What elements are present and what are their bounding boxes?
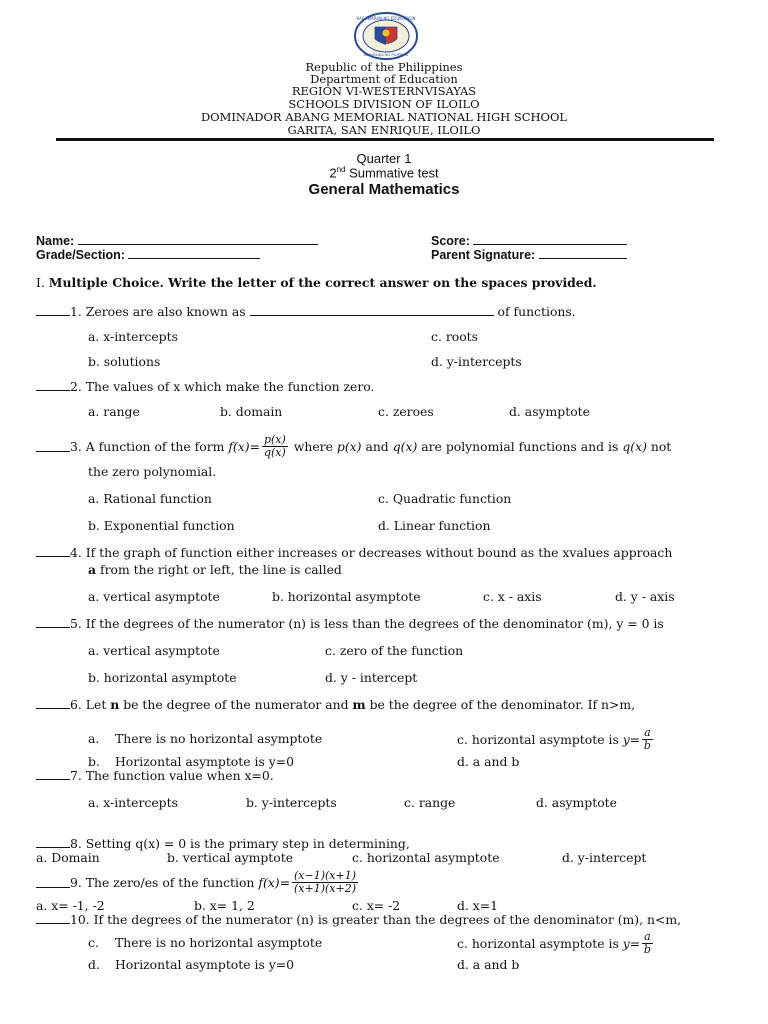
q8-option-c[interactable]: c. horizontal asymptote — [352, 850, 500, 865]
question-8: 8. Setting q(x) = 0 is the primary step in determining, — [36, 836, 410, 851]
q2-option-b[interactable]: b. domain — [220, 404, 283, 419]
q2-option-d[interactable]: d. asymptote — [509, 404, 590, 419]
question-5: 5. If the degrees of the numerator (n) is less than the degrees of the denominator (m), y = 0 is — [36, 616, 664, 631]
q1-option-a[interactable]: a. x-intercepts — [88, 329, 178, 344]
q3-line-2: the zero polynomial. — [88, 464, 217, 479]
header-line-4: SCHOOLS DIVISION OF ILOILO — [288, 97, 480, 111]
q6-option-b[interactable]: b. — [88, 754, 100, 769]
header-line-1: Republic of the Philippines — [305, 60, 463, 74]
q7-option-d[interactable]: d. asymptote — [536, 795, 617, 810]
q9-fraction: $\frac{(x-1)(x+1)}{(x+1)(x+2)}$ — [294, 868, 357, 895]
q5-option-c[interactable]: c. zero of the function — [325, 643, 464, 658]
question-2: 2. The values of x which make the function zero. — [36, 379, 374, 394]
question-6: 6. Let n be the degree of the numerator and m be the degree of the denominator. If n>m, — [36, 697, 635, 712]
header-line-5: DOMINADOR ABANG MEMORIAL NATIONAL HIGH SCHOOL — [200, 110, 568, 124]
q3-option-c[interactable]: c. Quadratic function — [378, 491, 512, 506]
parent-signature-field[interactable]: Parent Signature: — [431, 247, 627, 262]
q7-option-a[interactable]: a. x-intercepts — [88, 795, 178, 810]
instructions: I. Multiple Choice. Write the letter of the correct answer on the spaces provided. — [36, 275, 597, 290]
header-line-2: Department of Education — [310, 72, 458, 86]
question-3: 3. A function of the form f(x)= $\frac{p(x)}{q(x)}$ where p(x) and q(x) are polynomial functions and is q(x) not — [36, 429, 671, 463]
q9-option-b[interactable]: b. x= 1, 2 — [194, 898, 255, 913]
header-line-6: GARITA, SAN ENRIQUE, ILOILO — [287, 123, 481, 137]
deped-seal — [353, 12, 419, 60]
q10-option-d-text: Horizontal asymptote is y=0 — [115, 957, 295, 972]
question-7: 7. The function value when x=0. — [36, 768, 274, 783]
q4-option-a[interactable]: a. vertical asymptote — [88, 589, 220, 604]
quarter-label: Quarter 1 — [356, 151, 412, 166]
q7-option-b[interactable]: b. y-intercepts — [246, 795, 337, 810]
question-4: 4. If the graph of function either increases or decreases without bound as the xvalues approach — [36, 545, 672, 560]
q3-option-a[interactable]: a. Rational function — [88, 491, 212, 506]
q6-option-d[interactable]: d. a and b — [457, 754, 520, 769]
q2-option-a[interactable]: a. range — [88, 404, 140, 419]
q10-option-c-text: There is no horizontal asymptote — [115, 935, 323, 950]
q4-option-b[interactable]: b. horizontal asymptote — [272, 589, 421, 604]
q6-option-a-text: There is no horizontal asymptote — [115, 731, 323, 746]
q10-option-c[interactable]: c. — [88, 935, 99, 950]
q4-option-d[interactable]: d. y - axis — [615, 589, 675, 604]
q5-option-b[interactable]: b. horizontal asymptote — [88, 670, 237, 685]
score-field[interactable]: Score: — [431, 233, 627, 248]
q1-option-d[interactable]: d. y-intercepts — [431, 354, 522, 369]
test-label: 2nd Summative test — [329, 165, 439, 181]
q5-option-d[interactable]: d. y - intercept — [325, 670, 418, 685]
seal-text-top: KAGAWARAN NG EDUKASYON — [356, 16, 416, 21]
q7-option-c[interactable]: c. range — [404, 795, 456, 810]
name-field[interactable]: Name: — [36, 233, 318, 248]
q6-option-c[interactable]: c. horizontal asymptote is y= $\frac{a}{b}$ — [457, 725, 651, 752]
q9-option-c[interactable]: c. x= -2 — [352, 898, 401, 913]
q10-option-d2[interactable]: d. a and b — [457, 957, 520, 972]
seal-text-bottom: REPUBLIKA NG PILIPINAS — [363, 53, 409, 57]
q10-option-c2[interactable]: c. horizontal asymptote is y= $\frac{a}{b}$ — [457, 929, 651, 956]
q10-option-d[interactable]: d. — [88, 957, 100, 972]
header-line-3: REGION VI-WESTERNVISAYAS — [291, 84, 477, 98]
question-1: 1. Zeroes are also known as of functions. — [36, 304, 576, 319]
q9-option-d[interactable]: d. x=1 — [457, 898, 499, 913]
header-rule — [56, 138, 714, 141]
q5-option-a[interactable]: a. vertical asymptote — [88, 643, 220, 658]
q2-option-c[interactable]: c. zeroes — [378, 404, 434, 419]
q1-option-c[interactable]: c. roots — [431, 329, 478, 344]
q6-option-a[interactable]: a. — [88, 731, 100, 746]
subject-title: General Mathematics — [308, 181, 460, 198]
q4-option-c[interactable]: c. x - axis — [483, 589, 542, 604]
q4-line-2: a from the right or left, the line is called — [88, 562, 342, 577]
q8-option-a[interactable]: a. Domain — [36, 850, 100, 865]
q8-option-d[interactable]: d. y-intercept — [562, 850, 647, 865]
question-9: 9. The zero/es of the function f(x)= $\frac{(x-1)(x+1)}{(x+1)(x+2)}$ — [36, 866, 360, 898]
question-10: 10. If the degrees of the numerator (n) is greater than the degrees of the denominator (m), n<m, — [36, 912, 681, 927]
q1-option-b[interactable]: b. solutions — [88, 354, 161, 369]
q9-option-a[interactable]: a. x= -1, -2 — [36, 898, 105, 913]
q6-option-b-text: Horizontal asymptote is y=0 — [115, 754, 295, 769]
q3-fraction: $\frac{p(x)}{q(x)}$ — [263, 432, 286, 459]
q3-option-d[interactable]: d. Linear function — [378, 518, 491, 533]
grade-section-field[interactable]: Grade/Section: — [36, 247, 260, 262]
q3-option-b[interactable]: b. Exponential function — [88, 518, 235, 533]
q8-option-b[interactable]: b. vertical aymptote — [167, 850, 294, 865]
